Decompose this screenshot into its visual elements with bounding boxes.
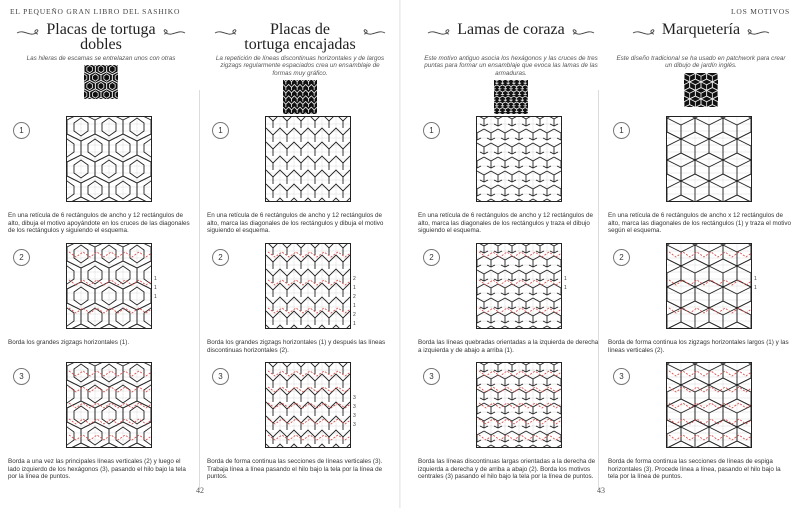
motif-description: Las hileras de escamas se entrelazan unos con otras [26,55,176,62]
pattern-swatch-image [84,65,118,99]
motif-title [662,22,740,37]
stitch-diagram [265,116,351,202]
stitch-diagram [476,243,562,329]
stitch-diagram [476,362,562,448]
diagram-stitch-label: 1 [154,294,157,300]
step-instruction-text: Borda de forma continua las secciones de líneas verticales (3). Trabaja línea a línea pasando el hilo bajo la tela por la línea de puntos. [207,458,383,481]
motif-title-line: Placas de [270,21,330,38]
stitch-diagram-drawing [266,363,350,447]
motif-title-line: Marquetería [661,21,741,38]
stitch-diagram-drawing [667,117,751,201]
step-number-badge: 3 [212,368,229,385]
stitch-diagram [476,116,562,202]
motif-column [416,22,606,492]
step-instruction-text: Borda de forma continua los zigzags horizontales largos (1) y las líneas verticales (2). [608,339,789,354]
pattern-swatch [684,73,718,107]
pattern-swatch-image [283,80,317,114]
diagram-stitch-label: 1 [154,285,157,291]
motif-title [457,22,564,37]
step-instruction-text: Borda los grandes zigzags horizontales (1). [8,339,130,346]
red-stitch-overlay [268,371,350,440]
step-instruction-text: Borda los grandes zigzags horizontales (1) y después las líneas discontinuas horizontales (2). [207,339,386,354]
step-instruction-text: En una retícula de 6 rectángulos de ancho y 12 rectángulos de alto, marca las diagonales de los rectángulos y dibuja el motivo siguiendo el esquema. [207,212,384,235]
stitch-diagram [666,362,752,448]
pattern-swatch [84,65,118,99]
running-head-left: EL PEQUEÑO GRAN LIBRO DEL SASHIKO [10,7,181,16]
ornament-swirl-icon [360,28,386,38]
diagram-stitch-label: 3 [353,422,356,428]
diagram-stitch-label: 1 [564,276,567,282]
stitch-diagram-drawing [477,244,561,328]
motif-title-line: Lamas de coraza [457,21,565,38]
step-instruction-text: Borda de forma continua las secciones de líneas de espiga horizontales (3). Procede línea a línea, pasando el hilo bajo la tela por la línea de puntos. [608,458,781,481]
stitch-diagram [265,243,351,329]
step-number-badge: 3 [423,368,440,385]
step-number-badge: 1 [212,122,229,139]
ornament-swirl-icon [16,28,42,38]
diagram-stitch-label: 1 [353,285,356,291]
diagram-stitch-label: 3 [353,404,356,410]
stitch-diagram-drawing [266,117,350,201]
stitch-diagram [66,116,152,202]
pattern-swatch [283,80,317,114]
ornament-swirl-icon [632,28,658,38]
ornament-swirl-icon [214,28,240,38]
ornament-swirl-icon [569,28,595,38]
pattern-swatch-image [684,73,718,107]
motif-title [46,22,155,52]
motif-description: Este diseño tradicional se ha usado en patchwork para crear un dibujo de jardín inglés. [616,55,786,70]
motif-description: La repetición de líneas discontinuas horizontales y de largos zigzags regularmente espaciados crea un ensamblaje de formas muy gráfico. [215,55,385,77]
red-stitch-overlay [268,252,350,313]
stitch-diagram [666,116,752,202]
motif-title-line: dobles [80,36,122,53]
diagram-stitch-label: 2 [353,312,356,318]
stitch-diagram [666,243,752,329]
motif-title-row [416,22,606,54]
stitch-diagram-drawing [667,244,751,328]
motif-description: Este motivo antiguo asocia los hexágonos y las cruces de tres puntas para formar un ensamblaje que evoca las lamas de las armaduras. [424,55,598,77]
step-instruction-text: En una retícula de 6 rectángulos de ancho y 12 rectángulos de alto, dibuja el motivo apoyándote en los cruces de las diagonales de los rectángulos y siguiendo el esquema. [8,212,190,235]
motif-title-line: tortuga encajadas [244,36,356,53]
diagram-stitch-label: 3 [353,395,356,401]
stitch-diagram-drawing [477,117,561,201]
motif-title-row [6,22,196,54]
ornament-swirl-icon [744,28,770,38]
step-number-badge: 1 [423,122,440,139]
diagram-stitch-label: 1 [754,285,757,291]
pattern-swatch-image [494,80,528,114]
stitch-diagram-drawing [67,117,151,201]
stitch-diagram-drawing [477,363,561,447]
diagram-stitch-label: 1 [154,276,157,282]
stitch-diagram-drawing [67,363,151,447]
diagram-stitch-label: 1 [564,285,567,291]
stitch-diagram [265,362,351,448]
step-number-badge: 1 [613,122,630,139]
ornament-swirl-icon [427,28,453,38]
step-instruction-text: En una retícula de 6 rectángulos de ancho y 12 rectángulos de alto, marca las diagonales de los rectángulos y traza el dibujo siguiendo el esquema. [418,212,594,235]
step-number-badge: 3 [13,368,30,385]
motif-column [6,22,196,492]
diagram-stitch-label: 2 [353,294,356,300]
page-number-right: 43 [597,486,605,495]
stitch-diagram [66,243,152,329]
step-instruction-text: En una retícula de 6 rectángulos de ancho x 12 rectángulos de alto, marca las diagonales de los rectángulos (1) y traza el motivo según el esquema. [608,212,792,235]
ornament-swirl-icon [160,28,186,38]
diagram-stitch-label: 2 [353,276,356,282]
motif-title-row [606,22,796,54]
pattern-swatch [494,80,528,114]
step-instruction-text: Borda a una vez las principales líneas verticales (2) y luego el lado izquierdo de los hexágonos (3), pasando el hilo bajo la tela por la línea de puntos. [8,458,186,481]
stitch-diagram-drawing [266,244,350,328]
motif-title-line: Placas de tortuga [46,21,156,38]
step-number-badge: 2 [13,249,30,266]
stitch-diagram [66,362,152,448]
step-instruction-text: Borda las líneas discontinuas largas orientadas a la derecha de izquierda a derecha y de arriba a abajo (2). Borda los motivos centrales (3) pasando el hilo bajo la tela por la línea de puntos. [418,458,596,481]
step-instruction-text: Borda las líneas quebradas orientadas a la izquierda de derecha a izquierda y de abajo a arriba (1). [418,339,599,354]
diagram-stitch-label: 3 [353,413,356,419]
running-head-right: LOS MOTIVOS [730,7,790,16]
stitch-diagram-drawing [67,244,151,328]
book-gutter [399,0,401,508]
step-number-badge: 2 [212,249,229,266]
step-number-badge: 2 [613,249,630,266]
motif-column [205,22,395,492]
page-number-left: 42 [196,486,204,495]
diagram-stitch-label: 1 [754,276,757,282]
diagram-stitch-label: 1 [353,321,356,327]
column-divider [199,90,200,490]
step-number-badge: 1 [13,122,30,139]
step-number-badge: 3 [613,368,630,385]
diagram-stitch-label: 1 [353,303,356,309]
motif-title-row [205,22,395,54]
step-number-badge: 2 [423,249,440,266]
motif-column [606,22,796,492]
motif-title [244,22,356,52]
stitch-diagram-drawing [667,363,751,447]
